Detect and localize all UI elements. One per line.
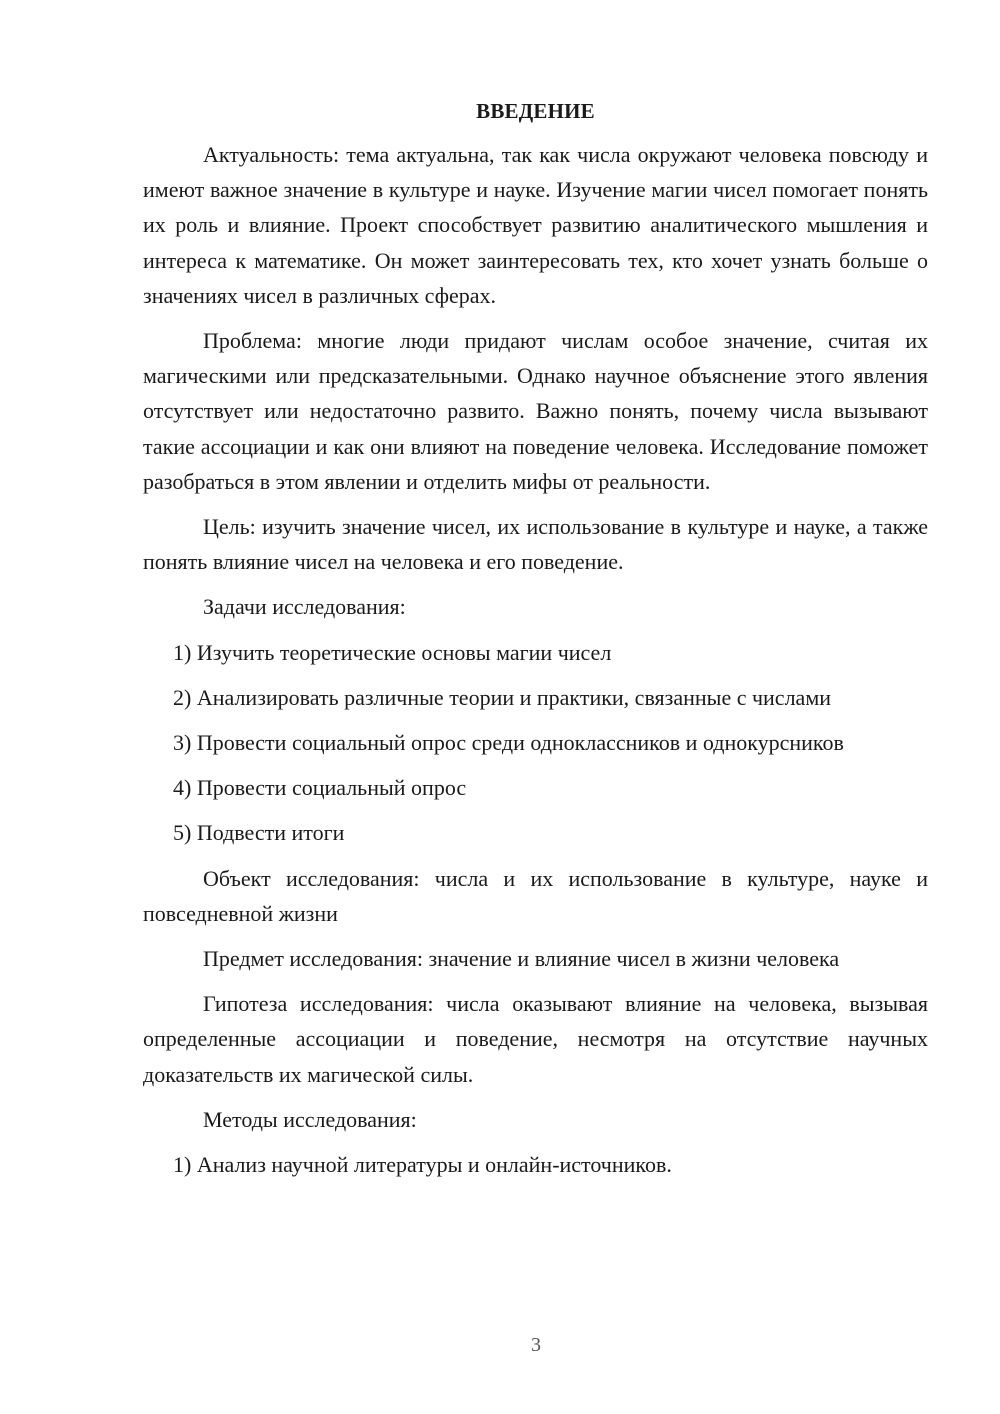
paragraph-hypothesis: Гипотеза исследования: числа оказывают влияние на человека, вызывая определенные ассоциации и поведение, несмотря на отсутствие научных доказательств их магической силы. (143, 991, 928, 1087)
task-item: 1) Изучить теоретические основы магии чисел (173, 639, 612, 665)
paragraph-relevance: Актуальность: тема актуальна, так как числа окружают человека повсюду и имеют важное значение в культуре и науке. Изучение магии чисел помогает понять их роль и влияние. Проект способствует развитию аналитического мышления и интереса к математике. Он может заинтересовать тех, кто хочет узнать больше о значениях чисел в различных сферах. (143, 142, 928, 308)
paragraph-subject: Предмет исследования: значение и влияние чисел в жизни человека (203, 946, 840, 972)
method-item: 1) Анализ научной литературы и онлайн-источников. (173, 1152, 672, 1178)
task-item: 4) Провести социальный опрос (173, 775, 467, 801)
task-item: 5) Подвести итоги (173, 820, 345, 846)
task-item: 2) Анализировать различные теории и практики, связанные с числами (173, 684, 832, 710)
page-number: 3 (531, 1334, 541, 1356)
methods-heading: Методы исследования: (203, 1106, 417, 1132)
tasks-heading: Задачи исследования: (203, 594, 406, 620)
paragraph-goal: Цель: изучить значение чисел, их использование в культуре и науке, а также понять влияние чисел на человека и его поведение. (143, 514, 928, 575)
paragraph-object: Объект исследования: числа и их использование в культуре, науке и повседневной жизни (143, 865, 928, 926)
page-content (143, 97, 928, 1182)
page-number-container (0, 1334, 1000, 1357)
section-title: ВВЕДЕНИЕ (476, 99, 595, 123)
paragraph-problem: Проблема: многие люди придают числам особое значение, считая их магическими или предсказательными. Однако научное объяснение этого явления отсутствует или недостаточно развито. Важно понять, почему числа вызывают такие ассоциации и как они влияют на поведение человека. Исследование поможет разобраться в этом явлении и отделить мифы от реальности. (143, 328, 928, 494)
task-item: 3) Провести социальный опрос среди одноклассников и однокурсников (173, 730, 844, 756)
